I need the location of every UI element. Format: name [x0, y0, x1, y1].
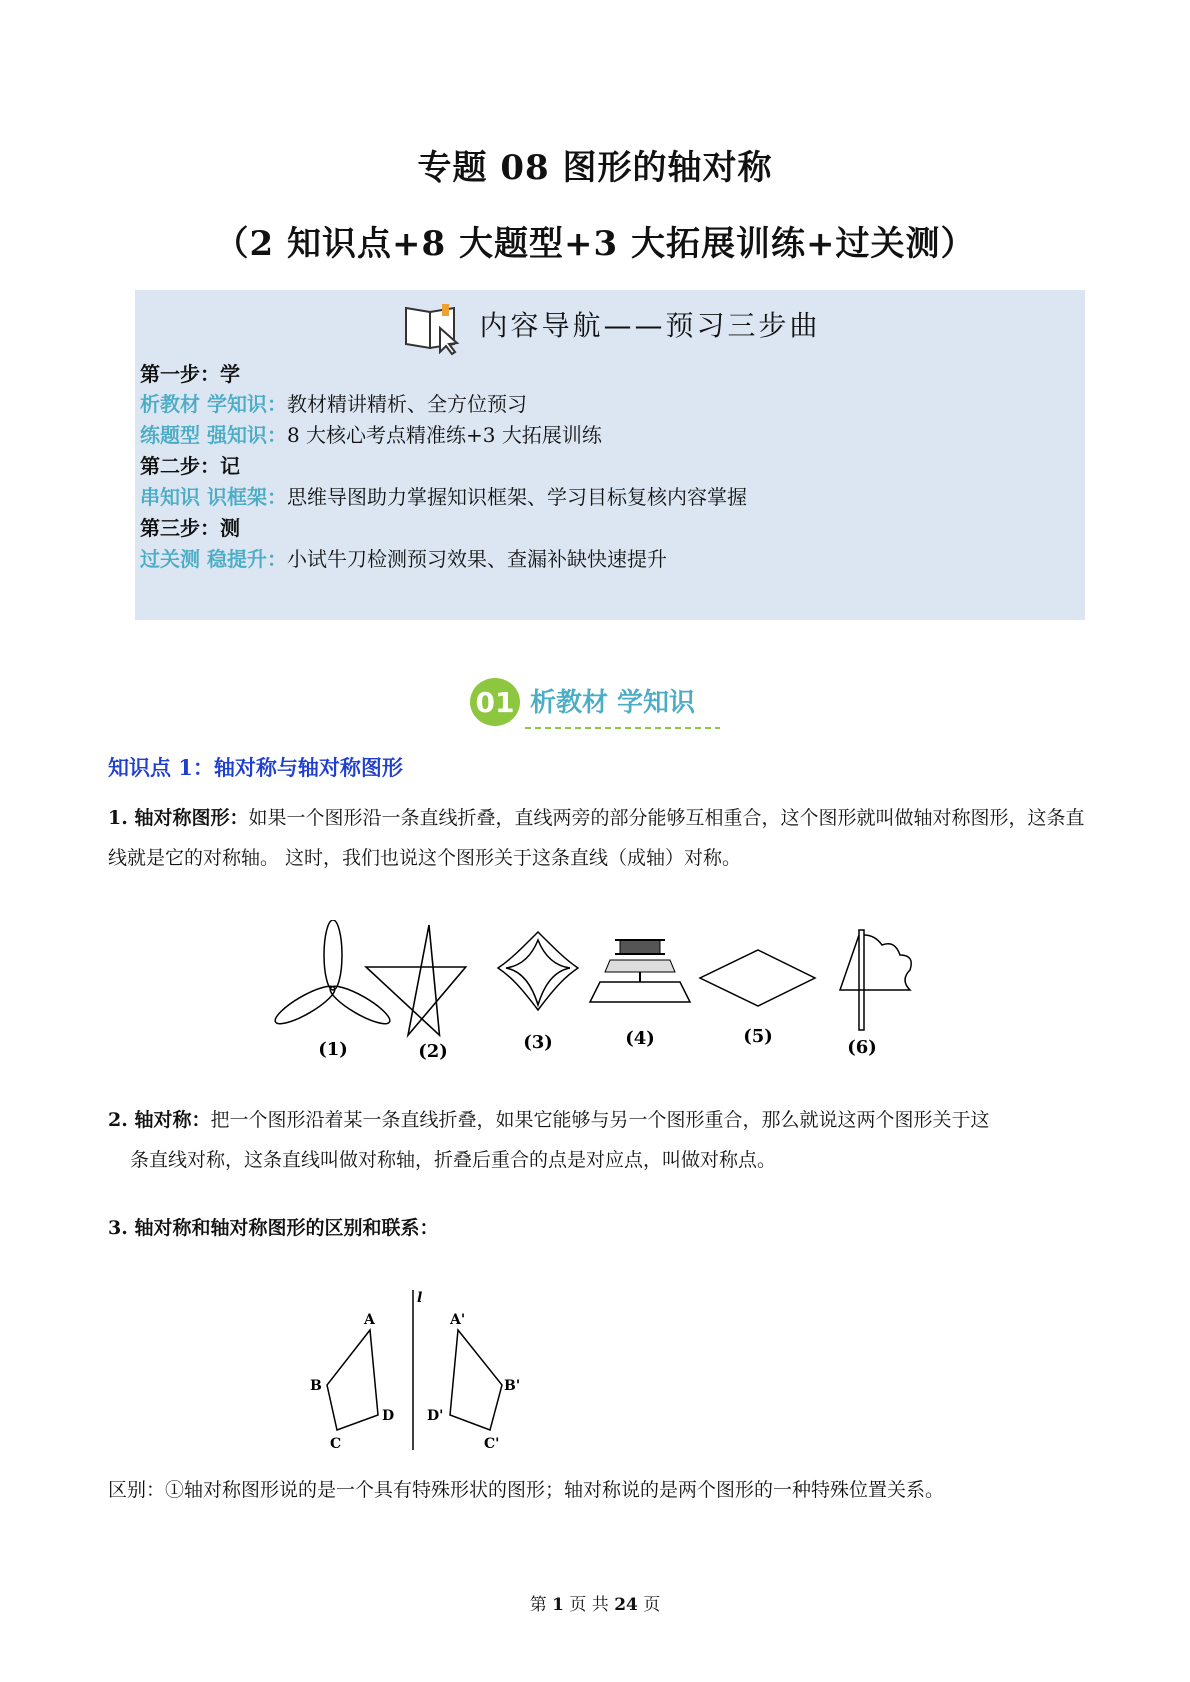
nav-row-4-text: 小试牛刀检测预习效果、查漏补缺快速提升 [286, 547, 667, 571]
nav-step3: 第三步：测 [140, 516, 240, 540]
footer-page: 1 [552, 1595, 564, 1615]
nav-row-1 [140, 390, 527, 418]
point-D-prime: D' [427, 1408, 444, 1424]
nav-step2: 第二步：记 [140, 454, 240, 478]
banner-text: 析教材 学知识 [530, 688, 696, 718]
nav-row-2-label: 练题型 强知识： [140, 423, 287, 447]
figure-4-lamp [590, 940, 690, 1002]
page-subtitle: （2 知识点+8 大题型+3 大拓展训练+过关测） [214, 224, 976, 264]
nav-row-3 [140, 483, 747, 511]
point-D: D [382, 1408, 395, 1424]
p2-label: 2. 轴对称： [108, 1109, 211, 1131]
figure-label-1: (1) [318, 1039, 348, 1060]
nav-row-4-label: 过关测 稳提升： [140, 547, 287, 571]
figure-6-flag [840, 930, 911, 1030]
quad-ABCD [327, 1330, 378, 1430]
figure-label-3: (3) [523, 1032, 553, 1053]
nav-header-text: 内容导航——预习三步曲 [479, 309, 821, 342]
nav-row-1-text: 教材精讲精析、全方位预习 [286, 392, 527, 416]
axis-label: l [417, 1290, 423, 1306]
point-B: B [310, 1378, 322, 1394]
footer-prefix: 第 [529, 1595, 547, 1615]
p2-text-a: 把一个图形沿着某一条直线折叠，如果它能够与另一个图形重合，那么就说这两个图形关于这 [210, 1109, 990, 1131]
banner-graphic [465, 672, 735, 732]
footer-total: 24 [614, 1595, 638, 1615]
figure-3-four-petal [506, 940, 570, 1005]
paragraph-axis-symmetric-figure [108, 798, 1088, 878]
content-navigation-box [135, 290, 1085, 620]
footer-suffix: 页 [643, 1595, 661, 1615]
figure-label-6: (6) [847, 1037, 877, 1058]
nav-step1: 第一步：学 [140, 362, 240, 386]
nav-row-4 [140, 545, 667, 573]
knowledge-point-title: 知识点 1：轴对称与轴对称图形 [108, 755, 403, 780]
nav-row-2-text: 8 大核心考点精准练+3 大拓展训练 [286, 423, 602, 447]
banner-number: 01 [475, 686, 515, 719]
point-C-prime: C' [484, 1436, 500, 1450]
figure-5-rhombus [700, 950, 815, 1006]
p1-text: 如果一个图形沿一条直线折叠，直线两旁的部分能够互相重合，这个图形就叫做轴对称图形，这条直线就是它的对称轴。 这时，我们也说这个图形关于这条直线（成轴）对称。 [108, 807, 1085, 869]
paragraph-difference-heading: 3. 轴对称和轴对称图形的区别和联系： [108, 1217, 439, 1239]
figure-2-star [366, 925, 466, 1035]
p1-label: 1. 轴对称图形： [108, 807, 249, 829]
figure-label-2: (2) [418, 1041, 448, 1060]
paragraph-axis-symmetry [108, 1100, 1088, 1180]
nav-row-3-text: 思维导图助力掌握知识框架、学习目标复核内容掌握 [286, 485, 747, 509]
point-C: C [330, 1436, 342, 1450]
quad-A2B2C2D2 [450, 1330, 502, 1430]
footer-mid: 页 共 [569, 1595, 609, 1615]
point-A-prime: A' [450, 1312, 466, 1328]
paragraph-difference: 区别：①轴对称图形说的是一个具有特殊形状的图形；轴对称说的是两个图形的一种特殊位置关系。 [108, 1479, 945, 1501]
point-A: A [364, 1312, 375, 1328]
nav-row-1-label: 析教材 学知识： [140, 392, 287, 416]
page-title: 专题 08 图形的轴对称 [417, 148, 773, 188]
point-B-prime: B' [504, 1378, 521, 1394]
figure-label-5: (5) [743, 1026, 773, 1047]
nav-row-2 [140, 421, 602, 449]
symmetric-figures [270, 920, 950, 1060]
figure-label-4: (4) [625, 1028, 655, 1049]
nav-header [135, 298, 1085, 356]
book-pointer-icon [400, 298, 464, 356]
p2-text-b: 条直线对称，这条直线叫做对称轴，折叠后重合的点是对应点，叫做对称点。 [130, 1149, 777, 1171]
section-banner [465, 672, 735, 732]
nav-row-3-label: 串知识 识框架： [140, 485, 287, 509]
symmetry-diagram [300, 1290, 560, 1450]
page-footer [0, 1590, 1190, 1615]
